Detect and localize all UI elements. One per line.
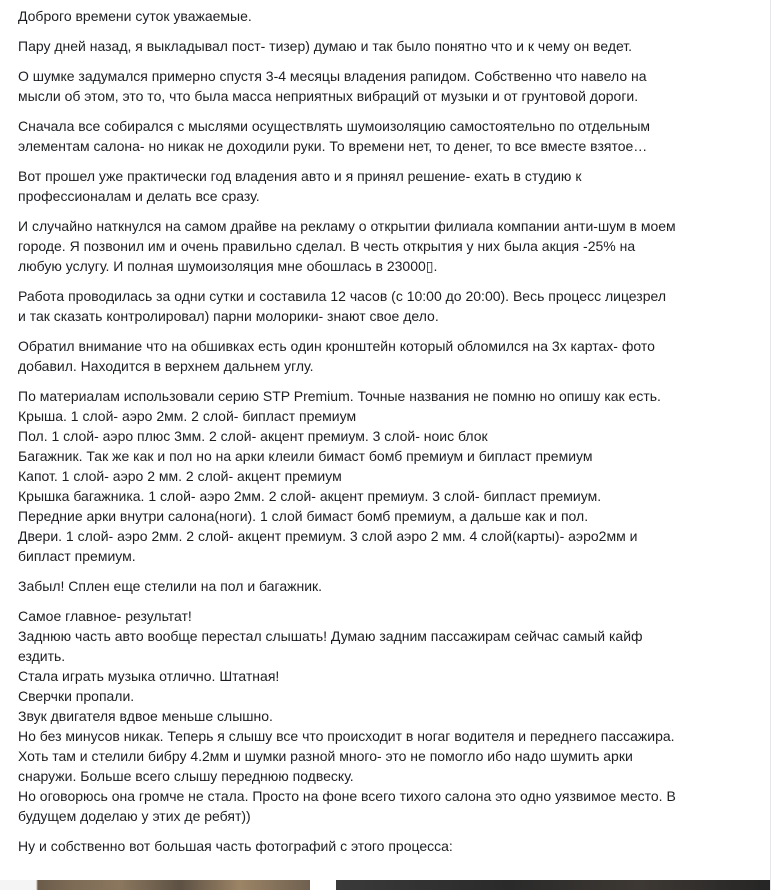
post-paragraph xyxy=(18,286,752,326)
post-text-line: Капот. 1 слой- аэро 2 мм. 2 слой- акцент премиум xyxy=(18,468,342,484)
post-text-line: Самое главное- результат! xyxy=(18,608,192,624)
photo-gap xyxy=(310,880,336,890)
post-paragraph xyxy=(18,216,752,276)
post-paragraph xyxy=(18,606,752,826)
post-paragraph xyxy=(18,36,752,56)
photo-strip xyxy=(0,880,770,890)
post-text-line: Забыл! Сплен еще стелили на пол и багажник. xyxy=(18,578,323,594)
post-text-line: Багажник. Так же как и пол но на арки клеили бимаст бомб премиум и бипласт премиум xyxy=(18,448,593,464)
post-text-line: Звук двигателя вдвое меньше слышно. xyxy=(18,708,273,724)
post-text-line: бипласт премиум. xyxy=(18,548,136,564)
post-paragraph xyxy=(18,386,752,566)
post-text-line: и так сказать контролировал) парни молорики- знают свое дело. xyxy=(18,308,439,324)
post-text-line: Сверчки пропали. xyxy=(18,688,135,704)
post-text-line: Передние арки внутри салона(ноги). 1 слой бимаст бомб премиум, а дальше как и пол. xyxy=(18,508,589,524)
post-text-line: Пару дней назад, я выкладывал пост- тизер) думаю и так было понятно что и к чему он ведет. xyxy=(18,38,633,54)
post-paragraph xyxy=(18,336,752,376)
post-text-line: Ну и собственно вот большая часть фотографий с этого процесса: xyxy=(18,838,453,854)
post-text-line: Доброго времени суток уважаемые. xyxy=(18,8,252,24)
post-paragraph xyxy=(18,166,752,206)
photo-thumbnail[interactable] xyxy=(336,880,770,890)
post-text-line: любую услугу. И полная шумоизоляция мне обошлась в 23000▯. xyxy=(18,258,438,274)
post-text-line: Двери. 1 слой- аэро 2мм. 2 слой- акцент премиум. 3 слой аэро 2 мм. 4 слой(карты)- аэро2мм и xyxy=(18,528,638,544)
post-text-line: городе. Я позвонил им и очень правильно сделал. В честь открытия у них была акция -25% на xyxy=(18,238,636,254)
post-text-line: Вот прошел уже практически год владения авто и я принял решение- ехать в студию к xyxy=(18,168,582,184)
post-text-line: будущем доделаю у этих де ребят)) xyxy=(18,808,251,824)
post-text-line: Крышка багажника. 1 слой- аэро 2мм. 2 слой- акцент премиум. 3 слой- бипласт премиум. xyxy=(18,488,602,504)
post-text-line: Работа проводилась за одни сутки и составила 12 часов (с 10:00 до 20:00). Весь процесс лицезрел xyxy=(18,288,666,304)
post-text-line: Стала играть музыка отлично. Штатная! xyxy=(18,668,280,684)
post-text-line: Пол. 1 слой- аэро плюс 3мм. 2 слой- акцент премиум. 3 слой- ноис блок xyxy=(18,428,488,444)
post-text-line: Сначала все собирался с мыслями осуществлять шумоизоляцию самостоятельно по отдельным xyxy=(18,118,651,134)
post-text-line: О шумке задумался примерно спустя 3-4 месяцы владения рапидом. Собственно что навело на xyxy=(18,68,647,84)
post-paragraph xyxy=(18,836,752,856)
post-text-line: И случайно наткнулся на самом драйве на рекламу о открытии филиала компании анти-шум в моем xyxy=(18,218,676,234)
post-text-line: Но оговорюсь она громче не стала. Просто на фоне всего тихого салона это одно уязвимое место. В xyxy=(18,788,676,804)
post-text-line: Обратил внимание что на обшивках есть один кронштейн который обломился на 3х картах- фото xyxy=(18,338,655,354)
post-paragraph xyxy=(18,6,752,26)
post-paragraph xyxy=(18,66,752,106)
post-text-line: По материалам использовали серию STP Premium. Точные названия не помню но опишу как есть. xyxy=(18,388,661,404)
post-text-line: элементам салона- но никак не доходили руки. То времени нет, то денег, то все вместе взятое… xyxy=(18,138,648,154)
post-text-line: Хоть там и стелили бибру 4.2мм и шумки разной много- это не помогло ибо надо шумить арки xyxy=(18,748,633,764)
post-text-line: мысли об этом, это то, что была масса неприятных вибраций от музыки и от грунтовой дороги. xyxy=(18,88,639,104)
post-text-line: добавил. Находится в верхнем дальнем углу. xyxy=(18,358,314,374)
post-text-line: профессионалам и делать все сразу. xyxy=(18,188,260,204)
post-text-line: Но без минусов никак. Теперь я слышу все что происходит в ногаг водителя и переднего пассажира. xyxy=(18,728,675,744)
post-paragraph xyxy=(18,576,752,596)
photo-thumbnail[interactable] xyxy=(0,880,310,890)
post-text-line: ездить. xyxy=(18,648,66,664)
post-text-line: снаружи. Больше всего слышу переднюю подвеску. xyxy=(18,768,354,784)
post-paragraph xyxy=(18,116,752,156)
post-text-line: Крыша. 1 слой- аэро 2мм. 2 слой- бипласт премиум xyxy=(18,408,357,424)
post-text-line: Заднюю часть авто вообще перестал слышать! Думаю задним пассажирам сейчас самый кайф xyxy=(18,628,643,644)
